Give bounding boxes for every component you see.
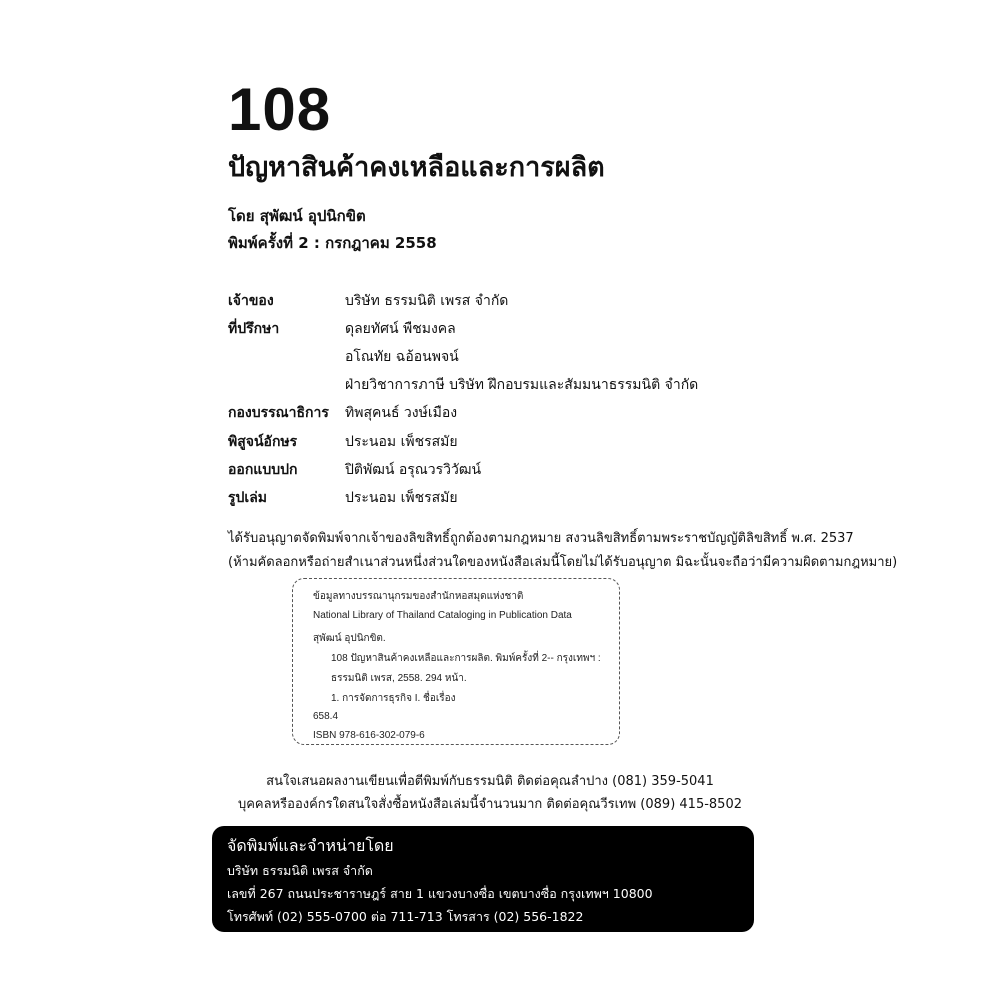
cip-heading-english: National Library of Thailand Cataloging in Publication Data: [313, 610, 572, 621]
publisher-phone: โทรศัพท์ (02) 555-0700 ต่อ 711-713 โทรสาร (02) 556-1822: [227, 909, 584, 924]
cip-classification: 658.4: [313, 711, 339, 722]
contact-bulk-order: บุคคลหรือองค์กรใดสนใจสั่งซื้อหนังสือเล่มนี้จำนวนมาก ติดต่อคุณวีรเทพ (089) 415-8502: [237, 797, 742, 812]
cip-heading-thai: ข้อมูลทางบรรณานุกรมของสำนักหอสมุดแห่งชาติ: [313, 591, 524, 602]
credit-value-proofreader: ประนอม เพ็ชรสมัย: [345, 434, 458, 450]
credit-label-advisor: ที่ปรึกษา: [228, 321, 280, 337]
author-byline: โดย สุพัฒน์ อุปนิกขิต: [228, 207, 366, 225]
credit-value-advisor-2: อโณทัย ฉอ้อนพจน์: [345, 349, 459, 365]
credit-value-advisor-3: ฝ่ายวิชาการภาษี บริษัท ฝึกอบรมและสัมมนาธรรมนิติ จำกัด: [345, 377, 699, 393]
cip-author: สุพัฒน์ อุปนิกขิต.: [313, 633, 386, 644]
credit-value-layout: ประนอม เพ็ชรสมัย: [345, 490, 458, 506]
cip-subject: 1. การจัดการธุรกิจ I. ชื่อเรื่อง: [331, 693, 456, 704]
credit-label-proofreader: พิสูจน์อักษร: [228, 434, 298, 450]
publisher-name: บริษัท ธรรมนิติ เพรส จำกัด: [227, 863, 373, 878]
copyright-warning: (ห้ามคัดลอกหรือถ่ายสำเนาส่วนหนึ่งส่วนใดของหนังสือเล่มนี้โดยไม่ได้รับอนุญาต มิฉะนั้นจะถือว่ามีความผิดตามกฎหมาย): [228, 555, 898, 570]
publisher-heading: จัดพิมพ์และจำหน่ายโดย: [227, 836, 394, 855]
credit-value-editorial: ทิพสุคนธ์ วงษ์เมือง: [345, 405, 458, 421]
credit-value-owner: บริษัท ธรรมนิติ เพรส จำกัด: [345, 293, 509, 309]
cip-entry-title: 108 ปัญหาสินค้าคงเหลือและการผลิต. พิมพ์ครั้งที่ 2-- กรุงเทพฯ :: [331, 653, 601, 664]
publisher-box: [212, 826, 754, 932]
book-title: ปัญหาสินค้าคงเหลือและการผลิต: [228, 152, 605, 183]
credit-value-advisor-1: ดุลยทัศน์ พืชมงคล: [345, 321, 456, 337]
publisher-address: เลขที่ 267 ถนนประชาราษฎร์ สาย 1 แขวงบางซื่อ เขตบางซื่อ กรุงเทพฯ 10800: [227, 886, 653, 901]
cip-isbn: ISBN 978-616-302-079-6: [313, 730, 425, 741]
cip-entry-imprint: ธรรมนิติ เพรส, 2558. 294 หน้า.: [331, 673, 467, 684]
copyright-notice: ได้รับอนุญาตจัดพิมพ์จากเจ้าของลิขสิทธิ์ถูกต้องตามกฎหมาย สงวนลิขสิทธิ์ตามพระราชบัญญัติลิขสิทธิ์ พ.ศ. 2537: [228, 531, 854, 546]
credit-label-layout: รูปเล่ม: [228, 490, 267, 506]
credit-label-owner: เจ้าของ: [228, 293, 274, 309]
credit-label-editorial: กองบรรณาธิการ: [228, 405, 329, 421]
book-number: 108: [228, 76, 332, 143]
credit-value-cover-design: ปิติพัฒน์ อรุณวรวิวัฒน์: [345, 462, 482, 478]
cip-data-box: [292, 578, 620, 745]
edition-info: พิมพ์ครั้งที่ 2 : กรกฎาคม 2558: [228, 234, 437, 252]
credit-label-cover-design: ออกแบบปก: [228, 462, 298, 478]
contact-submission: สนใจเสนอผลงานเขียนเพื่อตีพิมพ์กับธรรมนิติ ติดต่อคุณลำปาง (081) 359-5041: [266, 774, 714, 789]
